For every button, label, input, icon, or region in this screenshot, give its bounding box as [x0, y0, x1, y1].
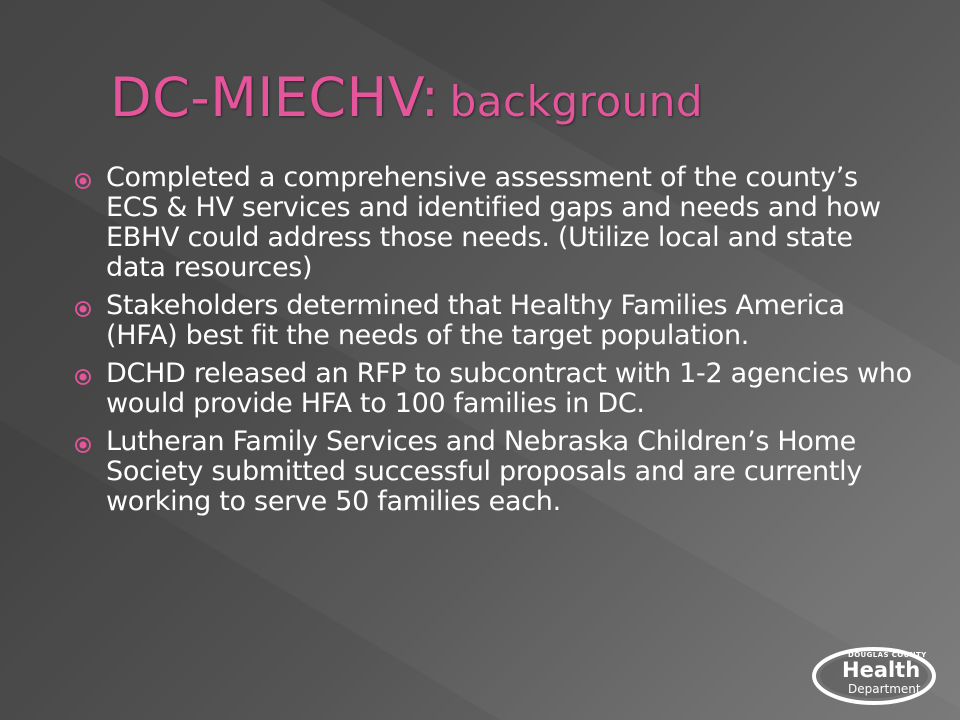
- bullet-item: [74, 427, 914, 517]
- slide-title: [110, 66, 910, 146]
- bullet-text: Lutheran Family Services and Nebraska Children’s Home Society submitted successful proposals and are currently working to serve 50 families each.: [106, 426, 862, 517]
- title-sub: background: [449, 77, 704, 126]
- bullet-item: [74, 163, 914, 283]
- bullet-text: Stakeholders determined that Healthy Families America (HFA) best fit the needs of the target population.: [106, 290, 845, 351]
- logo-county-label: DOUGLAS COUNTY: [848, 651, 927, 659]
- bullet-list: [74, 163, 914, 525]
- bullet-circle-icon: [74, 368, 92, 386]
- douglas-county-health-logo: [812, 644, 942, 706]
- bullet-circle-icon: [74, 172, 92, 190]
- bullet-text: DCHD released an RFP to subcontract with 1-2 agencies who would provide HFA to 100 families in DC.: [106, 358, 912, 419]
- bullet-item: [74, 359, 914, 419]
- title-main: DC-MIECHV:: [110, 66, 440, 129]
- bullet-circle-icon: [74, 300, 92, 318]
- logo-department-label: Department: [848, 682, 921, 696]
- logo-health-label: Health: [842, 658, 921, 682]
- bullet-circle-icon: [74, 436, 92, 454]
- bullet-item: [74, 291, 914, 351]
- bullet-text: Completed a comprehensive assessment of the county’s ECS & HV services and identified gaps and needs and how EBHV could address those needs. (Utilize local and state data resources): [106, 162, 881, 283]
